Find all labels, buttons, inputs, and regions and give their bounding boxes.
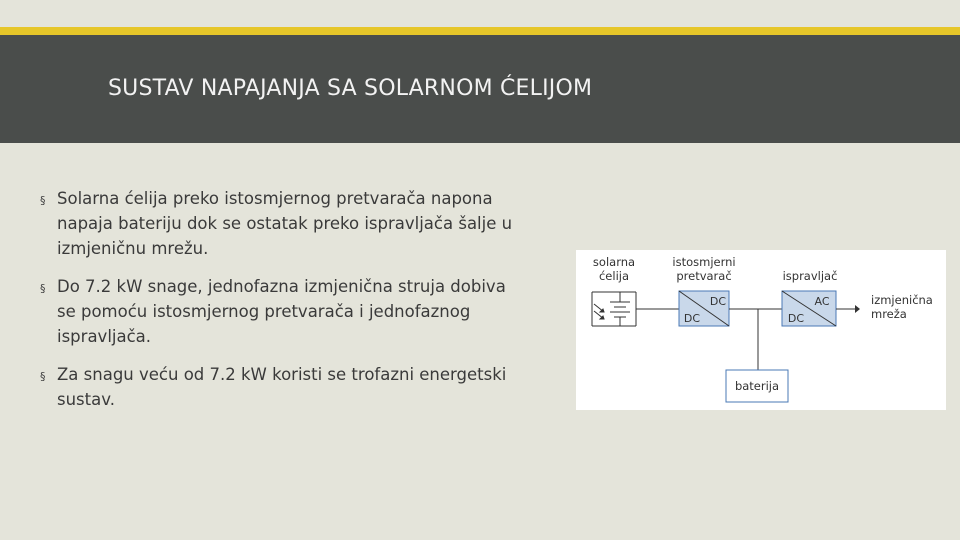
dc-converter-bottom: DC	[683, 312, 701, 325]
bullet-line: Do 7.2 kW snage, jednofazna izmjenična struja dobiva	[57, 277, 506, 296]
inverter-bottom: DC	[787, 312, 805, 325]
accent-bar	[0, 27, 960, 35]
bullet-item	[40, 186, 550, 261]
battery-box	[726, 370, 788, 402]
inverter-label: ispravljač	[782, 269, 838, 283]
bullet-line: napaja bateriju dok se ostatak preko ispravljača šalje u	[57, 214, 513, 233]
solar-cell-icon	[592, 292, 636, 326]
solar-system-diagram	[576, 250, 946, 410]
battery-label: baterija	[734, 379, 780, 393]
solar-cell-label: solarna	[592, 255, 636, 269]
grid-label: mreža	[871, 307, 907, 321]
bullet-marker-icon: §	[40, 282, 46, 295]
inverter-box	[782, 291, 836, 326]
dc-converter-label: istosmjerni	[672, 255, 736, 269]
arrow-right-icon	[855, 305, 860, 313]
grid-label: izmjenična	[871, 293, 933, 307]
bullet-marker-icon: §	[40, 370, 46, 383]
bullet-list	[40, 186, 550, 425]
bullet-line: izmjeničnu mrežu.	[57, 239, 209, 258]
solar-cell-label: ćelija	[598, 269, 630, 283]
diagram-svg	[576, 250, 946, 410]
bullet-item	[40, 274, 550, 349]
bullet-item	[40, 362, 550, 412]
bullet-line: ispravljača.	[57, 327, 152, 346]
bullet-line: Za snagu veću od 7.2 kW koristi se trofazni energetski	[57, 365, 507, 384]
bullet-line: Solarna ćelija preko istosmjernog pretvarača napona	[57, 189, 493, 208]
slide-title: SUSTAV NAPAJANJA SA SOLARNOM ĆELIJOM	[108, 76, 593, 101]
bullet-line: sustav.	[57, 390, 115, 409]
dc-converter-box	[679, 291, 729, 326]
bullet-marker-icon: §	[40, 194, 46, 207]
bullet-line: se pomoću istosmjernog pretvarača i jednofaznog	[57, 302, 471, 321]
inverter-top: AC	[814, 295, 830, 308]
dc-converter-label: pretvarač	[676, 269, 732, 283]
dc-converter-top: DC	[709, 295, 727, 308]
